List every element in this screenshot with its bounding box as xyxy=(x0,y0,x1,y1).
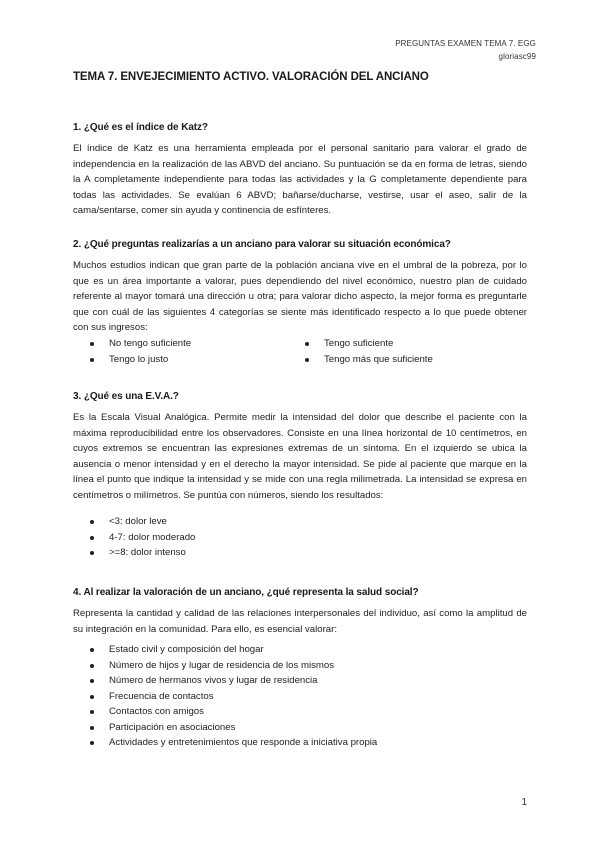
list-item: Actividades y entretenimientos que responde a iniciativa propia xyxy=(90,735,377,751)
question-4-heading: 4. Al realizar la valoración de un anciano, ¿qué representa la salud social? xyxy=(73,587,419,598)
question-2-answer: Muchos estudios indican que gran parte de la población anciana vive en el umbral de la pobreza, por lo que es un área importante a valorar, pues dependiendo del nivel económico, nuestro plan de cuidado referente al mayor tomará una dirección u otra; para valorar dicho aspecto, la mejor forma es preguntarle que con cuál de las siguientes 4 categorías se siente más identificado respecto a lo que puede obtener con sus ingresos: xyxy=(73,260,527,333)
list-item: 4-7: dolor moderado xyxy=(90,530,195,546)
list-item: <3: dolor leve xyxy=(90,514,195,530)
question-1-answer: El índice de Katz es una herramienta empleada por el personal sanitario para valorar el grado de independencia en la realización de las ABVD del anciano. Su puntuación se da en forma de letras, siendo la A completamente independiente para todas las actividades y la G completamente dependiente para todas las actividades. Se evalúan 6 ABVD; bañarse/ducharse, vestirse, usar el aseo, salir de la cama/sentarse, comer sin ayuda y continencia de esfínteres. xyxy=(73,143,527,216)
document-title: TEMA 7. ENVEJECIMIENTO ACTIVO. VALORACIÓN DEL ANCIANO xyxy=(73,71,429,83)
question-3-heading: 3. ¿Qué es una E.V.A.? xyxy=(73,391,179,402)
page-number: 1 xyxy=(521,797,527,808)
question-1-heading: 1. ¿Qué es el índice de Katz? xyxy=(73,122,208,133)
question-3-answer: Es la Escala Visual Analógica. Permite medir la intensidad del dolor que describe el paciente con la máxima reproducibilidad entre los observadores. Consiste en una línea horizontal de 10 centímetros, en cuyos extremos se encuentran las expresiones extremas de un síntoma. En el izquierdo se ubica la ausencia o menor intensidad y en el derecho la mayor intensidad. Se pide al paciente que marque en la línea el punto que indique la intensidad y se mide con una regla milimetrada. La intensidad se expresa en centímetros o milímetros. Se puntúa con números, siendo los resultados: xyxy=(73,412,527,501)
list-item: Participación en asociaciones xyxy=(90,720,377,736)
list-item: Tengo suficiente xyxy=(305,336,520,352)
header-title: PREGUNTAS EXAMEN TEMA 7. EGG xyxy=(395,39,536,48)
list-item: >=8: dolor intenso xyxy=(90,545,195,561)
list-item: Tengo lo justo xyxy=(90,352,305,368)
header-author: gloriasc99 xyxy=(498,52,536,61)
economic-categories-col-1 xyxy=(90,336,305,367)
list-item: Número de hermanos vivos y lugar de residencia xyxy=(90,673,377,689)
list-item: Contactos con amigos xyxy=(90,704,377,720)
economic-categories-col-2 xyxy=(305,336,520,367)
page-header xyxy=(395,37,536,63)
list-item: Número de hijos y lugar de residencia de los mismos xyxy=(90,658,377,674)
eva-results-list xyxy=(90,514,195,561)
question-2-heading: 2. ¿Qué preguntas realizarías a un anciano para valorar su situación económica? xyxy=(73,239,451,250)
list-item: Frecuencia de contactos xyxy=(90,689,377,705)
list-item: Estado civil y composición del hogar xyxy=(90,642,377,658)
economic-categories xyxy=(90,336,520,367)
question-4-answer: Representa la cantidad y calidad de las relaciones interpersonales del individuo, así como la amplitud de su integración en la comunidad. Para ello, es esencial valorar: xyxy=(73,608,527,635)
list-item: No tengo suficiente xyxy=(90,336,305,352)
list-item: Tengo más que suficiente xyxy=(305,352,520,368)
social-health-list xyxy=(90,642,377,751)
